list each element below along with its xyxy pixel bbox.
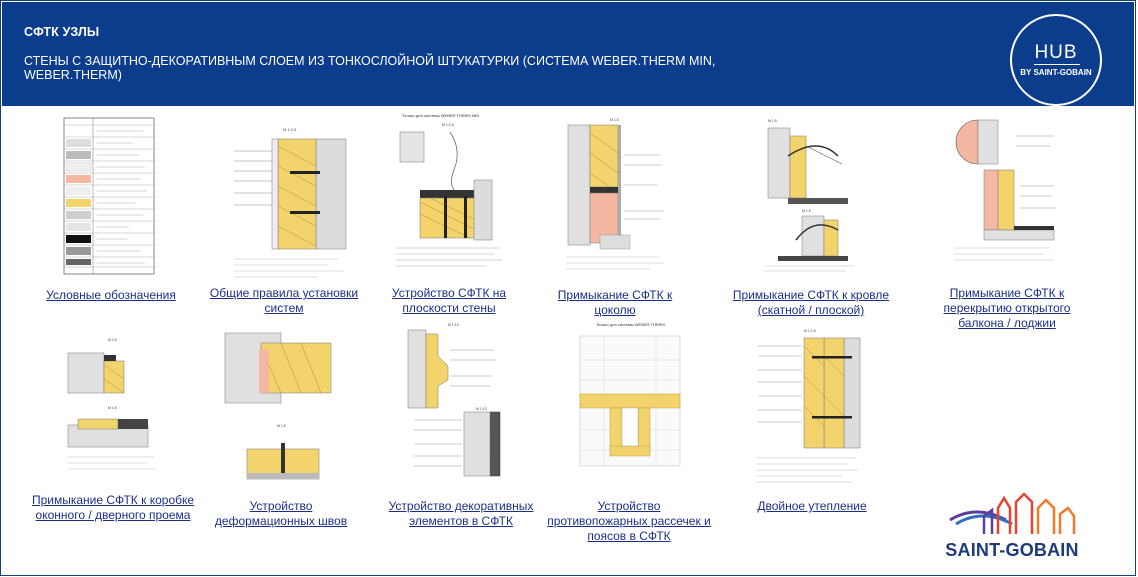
svg-text:М 1:5: М 1:5: [610, 118, 619, 122]
card-caption-decorative[interactable]: Устройство декоративных элементов в СФТК: [388, 499, 534, 528]
card-caption-roof[interactable]: Примыкание СФТК к кровле (скатной / плоской): [732, 288, 890, 317]
window-door-junction-drawing-icon[interactable]: [64, 335, 160, 475]
page-title: СФТК УЗЛЫ: [24, 25, 100, 39]
card-caption-legend[interactable]: Условные обозначения: [46, 288, 176, 302]
card-caption-plinth[interactable]: Примыкание СФТК к цоколю: [557, 288, 673, 317]
plinth-junction-drawing-icon[interactable]: [560, 115, 670, 275]
fire-barrier-drawing-icon[interactable]: [574, 320, 686, 478]
svg-text:Только для системы WEBER.THERM: Только для системы WEBER.THERM MIN: [402, 113, 480, 118]
page-subtitle: СТЕНЫ С ЗАЩИТНО-ДЕКОРАТИВНЫМ СЛОЕМ ИЗ ТОНКОСЛОЙНОЙ ШТУКАТУРКИ (СИСТЕМА WEBER.THERM MIN, WEBER.THERM): [24, 54, 716, 82]
saint-gobain-wordmark: SAINT-GOBAIN: [945, 540, 1079, 560]
header-banner: [2, 2, 1134, 106]
svg-text:М 1:5: М 1:5: [108, 406, 117, 410]
svg-text:М 1:2,5: М 1:2,5: [804, 329, 816, 333]
card-caption-window-door[interactable]: Примыкание СФТК к коробке оконного / дверного проема: [31, 493, 195, 522]
installation-rules-drawing-icon[interactable]: [228, 121, 354, 281]
card-caption-installation-rules[interactable]: Общие правила установки систем: [209, 286, 359, 315]
svg-text:Только для системы WEBER.THERM: Только для системы WEBER.THERM: [596, 322, 665, 327]
legend-table-drawing-icon[interactable]: [63, 117, 155, 275]
svg-text:М 1:10: М 1:10: [448, 323, 459, 327]
card-caption-double-insulation[interactable]: Двойное утепление: [757, 499, 867, 513]
saint-gobain-logo: [934, 490, 1090, 560]
balcony-junction-drawing-icon[interactable]: [950, 116, 1060, 268]
hub-logo-subtext: BY SAINT-GOBAIN: [1020, 68, 1092, 77]
svg-text:М 1:5: М 1:5: [108, 338, 117, 342]
decorative-elements-drawing-icon[interactable]: [404, 320, 506, 480]
card-caption-wall-plane[interactable]: Устройство СФТК на плоскости стены: [391, 286, 507, 315]
wall-plane-drawing-icon[interactable]: [390, 110, 508, 275]
hub-logo-rule: [1034, 64, 1080, 65]
svg-text:М 1:2,5: М 1:2,5: [283, 127, 297, 132]
card-caption-expansion-joint[interactable]: Устройство деформационных швов: [214, 499, 348, 528]
svg-text:М 1:10: М 1:10: [476, 407, 487, 411]
svg-text:М 1:5: М 1:5: [802, 209, 811, 213]
hub-logo: [1010, 14, 1102, 106]
city-skyline-icon: [946, 490, 1078, 538]
card-caption-balcony[interactable]: Примыкание СФТК к перекрытию открытого балкона / лоджии: [943, 286, 1071, 330]
svg-text:М 1:5: М 1:5: [277, 424, 286, 428]
roof-junction-drawing-icon[interactable]: [758, 116, 864, 276]
double-insulation-drawing-icon[interactable]: [752, 326, 864, 486]
svg-text:М 1:2,5: М 1:2,5: [442, 123, 454, 127]
expansion-joint-drawing-icon[interactable]: [221, 323, 339, 481]
hub-logo-text: HUB: [1034, 42, 1078, 63]
card-caption-fire-barrier[interactable]: Устройство противопожарных рассечек и поясов в СФТК: [547, 499, 711, 543]
svg-text:М 1:5: М 1:5: [768, 119, 777, 123]
